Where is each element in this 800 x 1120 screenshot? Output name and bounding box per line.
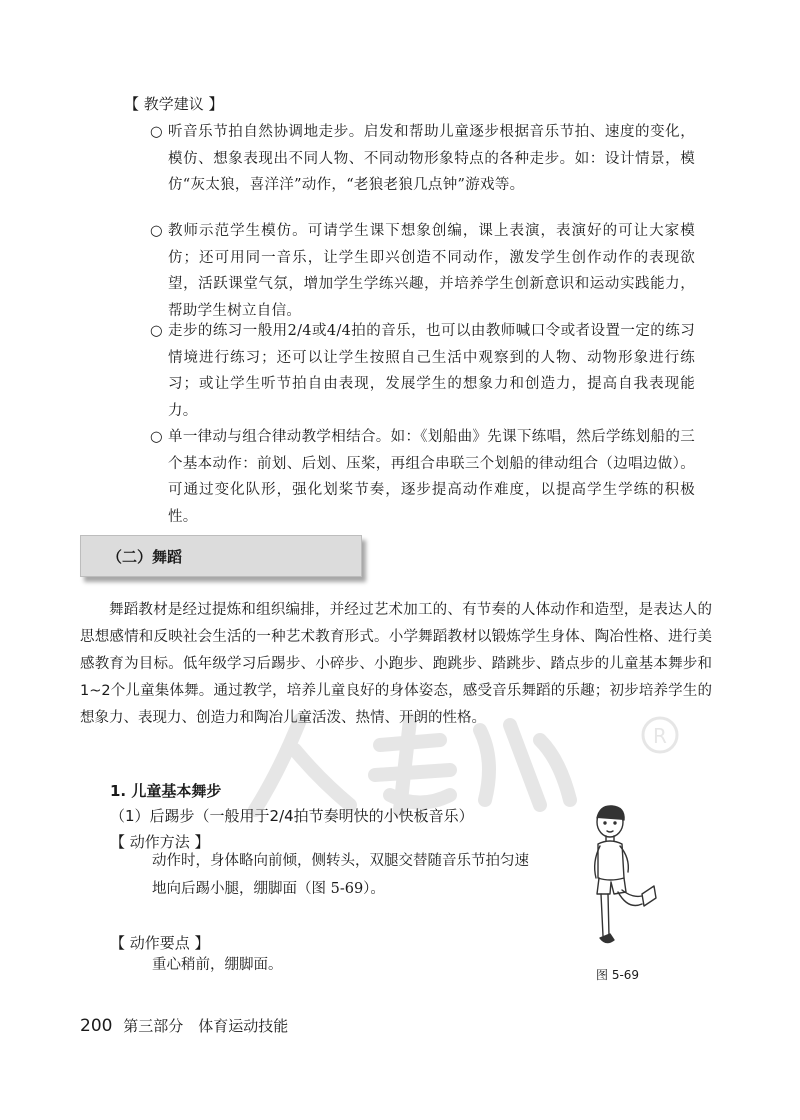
points-text: 重心稍前，绷脚面。 (152, 957, 283, 973)
suggestion-text: 听音乐节拍自然协调地走步。启发和帮助儿童逐步根据音乐节拍、速度的变化，模仿、想象表现出不同人物、不同动物形象特点的各种走步。如：设计情景，模仿“灰太狼，喜洋洋”动作，“老狼老狼几点钟”游戏等。 (168, 124, 695, 193)
suggestion-text: 单一律动与组合律动教学相结合。如：《划船曲》先课下练唱，然后学练划船的三个基本动作：前划、后划、压桨，再组合串联三个划船的律动组合（边唱边做）。可通过变化队形，强化划桨节奏，逐步提高动作难度，以提高学生学练的积极性。 (168, 429, 695, 525)
bullet-circle-icon: ○ (150, 429, 163, 445)
subsection-title: 1. 儿童基本舞步 (110, 782, 222, 800)
suggestion-text: 走步的练习一般用2/4或4/4拍的音乐，也可以由教师喊口令或者设置一定的练习情境进行练习；还可以让学生按照自己生活中观察到的人物、动物形象进行练习；或让学生听节拍自由表现，发展学生的想象力和创造力，提高自我表现能力。 (168, 323, 695, 419)
section-title-bar (80, 535, 362, 577)
figure-5-69-illustration (570, 800, 660, 960)
bullet-circle-icon: ○ (150, 223, 163, 239)
figure-caption: 图 5-69 (596, 968, 640, 982)
method-text: 动作时，身体略向前倾，侧转头，双腿交替随音乐节拍匀速地向后踢小腿，绷脚面（图 5-69）。 (152, 853, 529, 897)
suggestion-item (150, 119, 695, 199)
suggestion-item (150, 218, 695, 324)
section-title: （二）舞蹈 (107, 548, 183, 566)
suggestion-item (150, 424, 695, 530)
bullet-circle-icon: ○ (150, 124, 163, 140)
item-title: （1）后踢步（一般用于2/4拍节奏明快的小快板音乐） (110, 807, 474, 825)
teaching-suggestions-heading: 【 教学建议 】 (124, 95, 224, 113)
points-heading: 【 动作要点 】 (110, 934, 210, 952)
suggestion-text: 教师示范学生模仿。可请学生课下想象创编，课上表演，表演好的可让大家模仿；还可用同一音乐，让学生即兴创造不同动作，激发学生创作动作的表现欲望，活跃课堂气氛，增加学生学练兴趣，并培养学生创新意识和运动实践能力，帮助学生树立自信。 (168, 223, 695, 319)
method-heading: 【 动作方法 】 (110, 833, 210, 851)
part-label: 第三部分 体育运动技能 (123, 1017, 289, 1035)
page-footer (80, 1015, 288, 1036)
page-number: 200 (80, 1016, 113, 1036)
bullet-circle-icon: ○ (150, 323, 163, 339)
section-intro-paragraph: 舞蹈教材是经过提炼和组织编排，并经过艺术加工的、有节奏的人体动作和造型，是表达人的思想感情和反映社会生活的一种艺术教育形式。小学舞蹈教材以锻炼学生身体、陶冶性格、进行美感教育为目标。低年级学习后踢步、小碎步、小跑步、跑跳步、踏跳步、踏点步的儿童基本舞步和1~2个儿童集体舞。通过教学，培养儿童良好的身体姿态，感受音乐舞蹈的乐趣；初步培养学生的想象力、表现力、创造力和陶冶儿童活泼、热情、开朗的性格。 (80, 602, 712, 726)
suggestion-item (150, 318, 695, 424)
svg-text:R: R (653, 724, 667, 748)
